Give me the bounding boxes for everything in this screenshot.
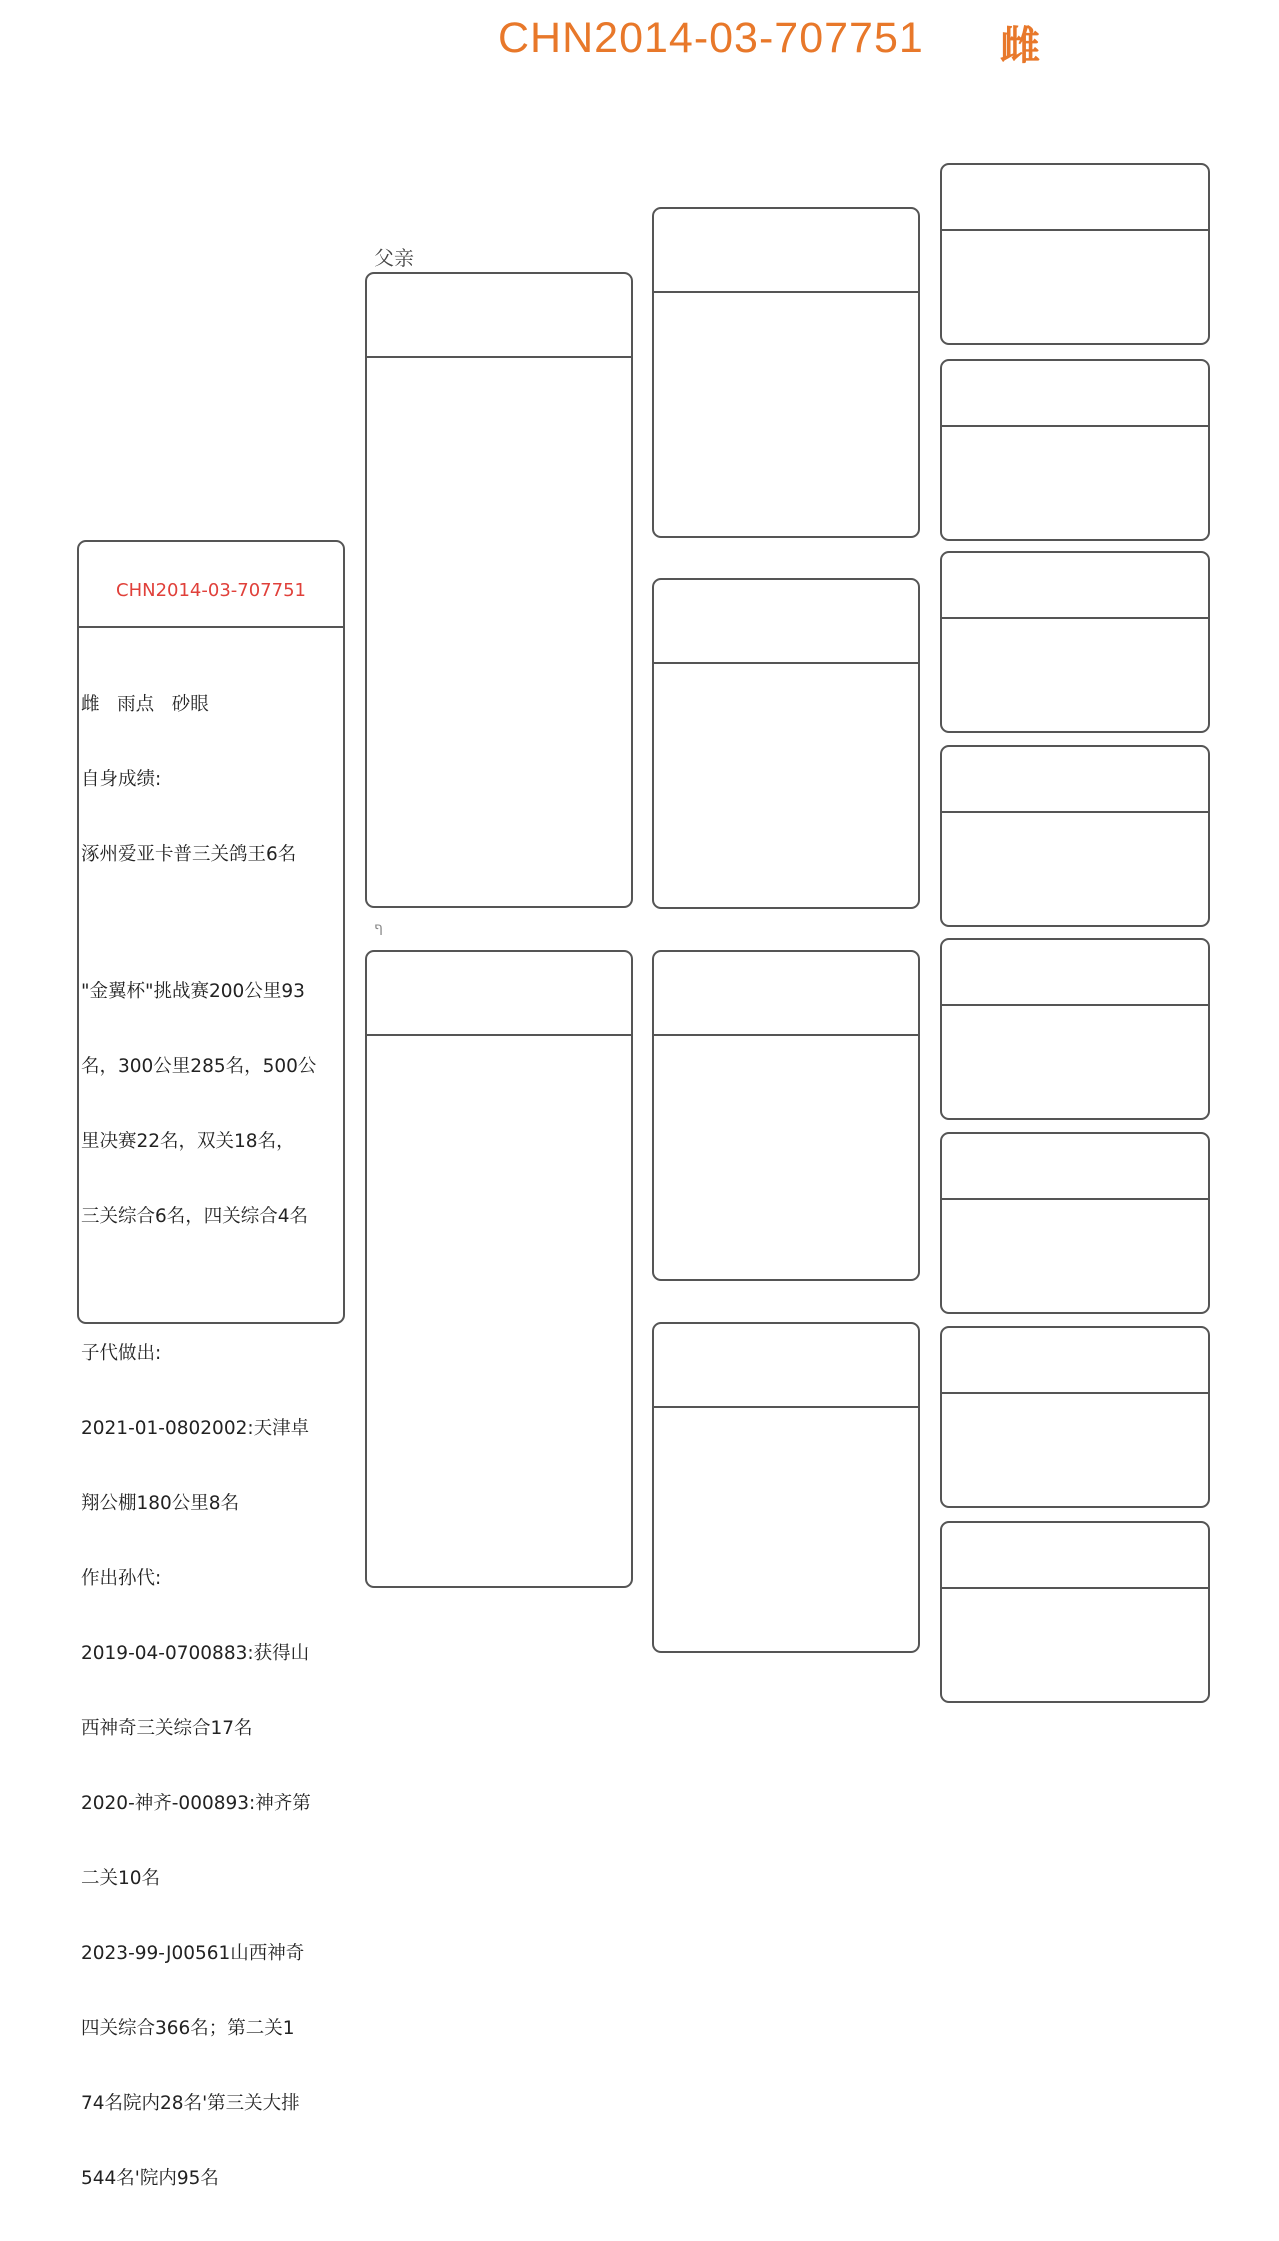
great-grandparent-box [940, 938, 1210, 1120]
grandparent-box [652, 950, 920, 1281]
subject-line: 里决赛22名，双关18名， [81, 1131, 295, 1152]
great-grandparent-box [940, 163, 1210, 345]
grandparent-box [652, 578, 920, 909]
great-grandparent-box [940, 1521, 1210, 1703]
subject-line: 名，300公里285名，500公 [81, 1056, 317, 1077]
subject-line: 2021-01-0802002:天津卓 [81, 1418, 310, 1439]
sex-title: 雌 [1000, 23, 1040, 69]
subject-line: 作出孙代: [81, 1568, 162, 1589]
grandparent-box [652, 207, 920, 538]
grandparent-box [652, 1322, 920, 1653]
subject-line: 四关综合366名；第二关1 [81, 2018, 295, 2039]
subject-line: 子代做出: [81, 1343, 162, 1364]
great-grandparent-box [940, 1132, 1210, 1314]
subject-line: 涿州爱亚卡普三关鸽王6名 [81, 844, 297, 865]
father-label: 父亲 [374, 246, 414, 270]
subject-ring-number: CHN2014-03-707751 [116, 580, 306, 601]
subject-line: 2023-99-J00561山西神奇 [81, 1943, 305, 1964]
page-title: CHN2014-03-707751 [498, 14, 924, 62]
subject-line: 2019-04-0700883:获得山 [81, 1643, 310, 1664]
subject-line: 自身成绩: [81, 769, 162, 790]
great-grandparent-box [940, 551, 1210, 733]
dam-box [365, 950, 633, 1588]
great-grandparent-box [940, 745, 1210, 927]
sire-box [365, 272, 633, 908]
subject-line: 2020-神齐-000893:神齐第 [81, 1793, 311, 1814]
subject-line: 544名'院内95名 [81, 2168, 219, 2189]
subject-line: "金翼杯"挑战赛200公里93 [81, 981, 305, 1002]
great-grandparent-box [940, 1326, 1210, 1508]
great-grandparent-box [940, 359, 1210, 541]
subject-line: 翔公棚180公里8名 [81, 1493, 240, 1514]
subject-line: 西神奇三关综合17名 [81, 1718, 253, 1739]
subject-box [77, 540, 345, 2189]
subject-info [81, 642, 339, 2241]
subject-line: 74名院内28名'第三关大排 [81, 2093, 300, 2114]
subject-line: 二关10名 [81, 1868, 161, 1889]
mother-label-mark: ף [374, 920, 383, 936]
subject-line: 雌 雨点 砂眼 [81, 694, 209, 715]
subject-line: 三关综合6名，四关综合4名 [81, 1206, 309, 1227]
